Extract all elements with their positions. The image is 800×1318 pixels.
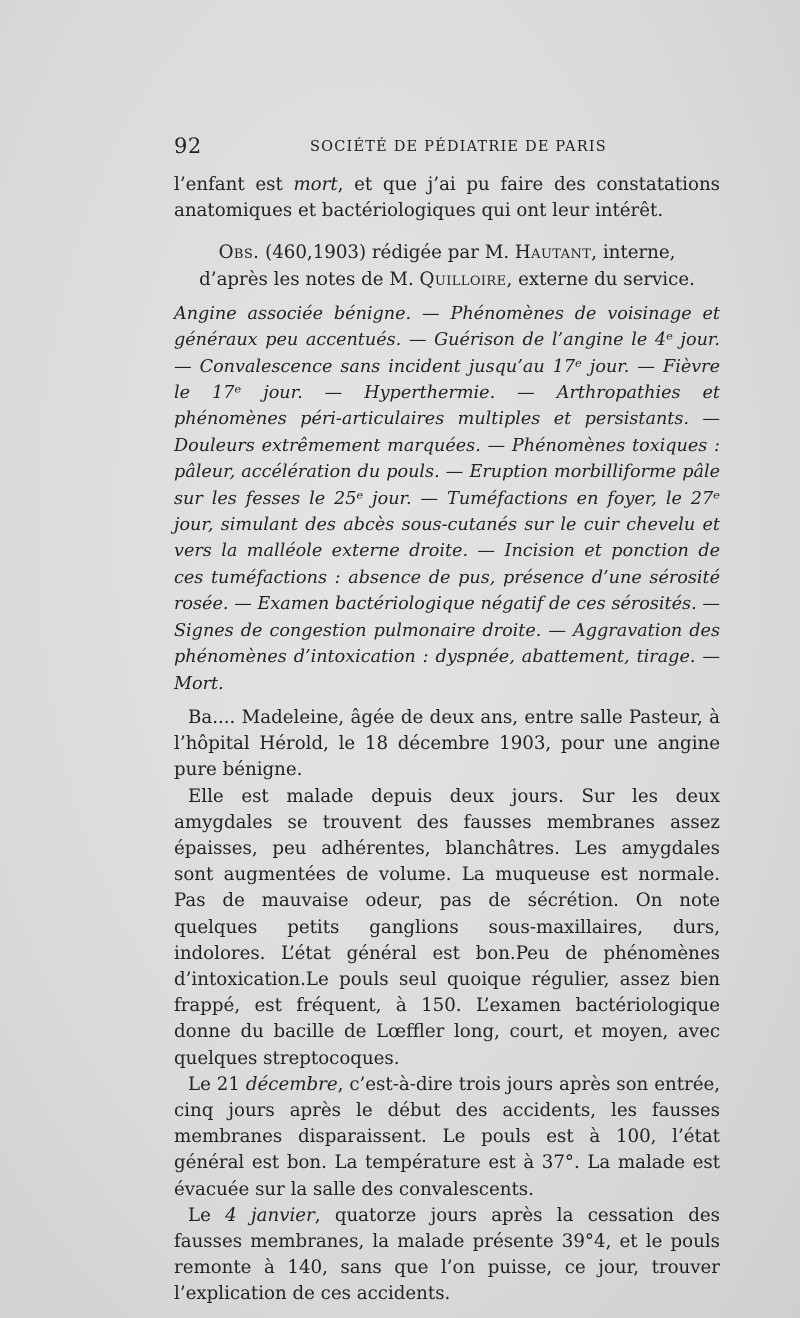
intro-text-2: , et que j’ai pu faire des constatations anatomiques et bactériologiques qui ont leur intérêt. [174, 174, 720, 222]
obs-author-2: Quilloire [419, 268, 507, 290]
paragraph-exam: Elle est malade depuis deux jours. Sur les deux amygdales se trouvent des fausses membranes assez épaisses, peu adhérentes, blanchâtres. Les amygdales sont augmentées de volume. La muqueuse est normale. Pas de mauvaise odeur, pas de sécrétion. On note quelques petits ganglions sous-maxillaires, durs, indolores. L’état général est bon.Peu de phénomènes d’intoxication.Le pouls seul quoique régulier, assez bien frappé, est fréquent, à 150. L’examen bactériologique donne du bacille de Lœffler long, court, et moyen, avec quelques streptocoques. [174, 785, 720, 1069]
page-number: 92 [174, 134, 202, 158]
case-summary: Angine associée bénigne. — Phénomènes de voisinage et généraux peu accentués. — Guérison de l’angine le 4ᵉ jour. — Convalescence sans incident jusqu’au 17ᵉ jour. — Fièvre le 17ᵉ jour. — Hyperthermie. — Arthropathies et phénomènes péri-articulaires multiples et persistants. — Douleurs extrêmement marquées. — Phénomènes toxiques : pâleur, accélération du pouls. — Eruption morbilliforme pâle sur les fesses le 25ᵉ jour. — Tuméfactions en foyer, le 27ᵉ jour, simulant des abcès sous-cutanés sur le cuir chevelu et vers la malléole externe droite. — Incision et ponction de ces tuméfactions : absence de pus, présence d’une sérosité rosée. — Examen bactériologique négatif de ces sérosités. — Signes de congestion pulmonaire droite. — Aggravation des phénomènes d’intoxication : dyspnée, abattement, tirage. — Mort. [174, 303, 720, 694]
intro-text-1: l’enfant est [174, 174, 294, 195]
page-header [174, 134, 734, 164]
jan-text-2: , quatorze jours après la cessation des fausses membranes, la malade présente 39°4, et le pouls remonte à 140, sans que l’on puisse, ce jour, trouver l’explication de ces accidents. [174, 1204, 720, 1305]
paragraph-admission: Ba.... Madeleine, âgée de deux ans, entre salle Pasteur, à l’hôpital Hérold, le 18 décembre 1903, pour une angine pure bénigne. [174, 706, 720, 781]
obs-author-1: Hautant [514, 242, 592, 264]
intro-paragraph [174, 172, 720, 224]
obs-text-2: , interne, d’après les notes de M. [199, 242, 676, 290]
running-title: SOCIÉTÉ DE PÉDIATRIE DE PARIS [310, 139, 607, 155]
paragraph-december [174, 1072, 720, 1203]
dec-text-1: Le 21 [188, 1073, 246, 1095]
jan-text-1: Le [188, 1204, 226, 1226]
paragraph-january [174, 1203, 720, 1308]
jan-date: 4 janvier [225, 1204, 315, 1226]
dec-text-2: , c’est-à-dire trois jours après son entrée, cinq jours après le début des accidents, les fausses membranes disparaissent. Le pouls est à 100, l’état général est bon. La température est à 37°. La malade est évacuée sur la salle des convalescents. [174, 1073, 721, 1200]
body-text [174, 172, 720, 1308]
obs-text-3: , externe du service. [506, 268, 695, 290]
obs-text-1: (460,1903) rédigée par M. [259, 242, 515, 264]
intro-emphasis: mort [293, 174, 338, 195]
observation-heading [174, 240, 720, 292]
obs-label: Obs. [218, 242, 260, 264]
dec-date: décembre [245, 1073, 338, 1095]
